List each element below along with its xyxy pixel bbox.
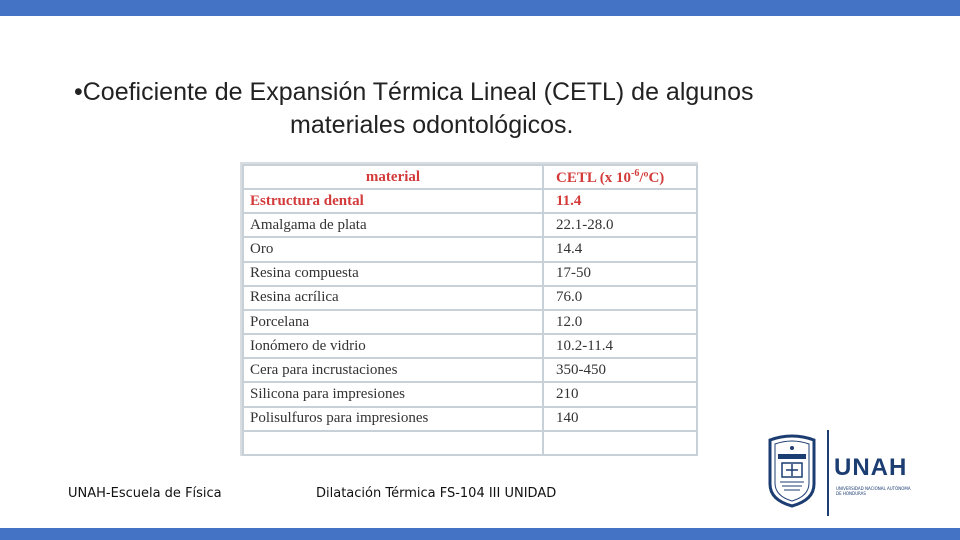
unah-seal-icon: [766, 434, 818, 508]
header-cetl: [543, 165, 697, 189]
cetl-cell: 17-50: [543, 262, 697, 286]
unah-logo: [766, 430, 916, 518]
cetl-cell: 350-450: [543, 358, 697, 382]
header-cetl-exponent: -6: [631, 167, 640, 179]
logo-subtitle: UNIVERSIDAD NACIONAL AUTÓNOMA DE HONDURAS: [836, 486, 911, 496]
material-cell: Resina acrílica: [243, 286, 543, 310]
table-row: [243, 358, 697, 382]
cetl-cell: 22.1-28.0: [543, 213, 697, 237]
title-line-2: materiales odontológicos.: [290, 111, 574, 139]
table-row: [243, 431, 697, 455]
cetl-cell: 10.2-11.4: [543, 334, 697, 358]
header-cetl-prefix: CETL (x 10: [556, 169, 632, 186]
material-cell: Estructura dental: [243, 189, 543, 213]
cetl-cell: 11.4: [543, 189, 697, 213]
table-row: [243, 262, 697, 286]
material-cell: Ionómero de vidrio: [243, 334, 543, 358]
material-cell: Resina compuesta: [243, 262, 543, 286]
table-row: [243, 407, 697, 431]
cetl-cell: 12.0: [543, 310, 697, 334]
material-cell: Amalgama de plata: [243, 213, 543, 237]
header-material: material: [243, 165, 543, 189]
table-row: [243, 310, 697, 334]
bottom-accent-bar: [0, 528, 960, 540]
cetl-cell: 76.0: [543, 286, 697, 310]
slide-title: [60, 76, 850, 142]
cetl-cell: 210: [543, 382, 697, 406]
material-cell: Porcelana: [243, 310, 543, 334]
cetl-table-frame: [240, 162, 698, 456]
material-cell: Cera para incrustaciones: [243, 358, 543, 382]
footer-course: Dilatación Térmica FS-104 III UNIDAD: [316, 486, 557, 501]
cetl-table: [242, 164, 698, 456]
top-accent-bar: [0, 0, 960, 16]
cetl-cell: 14.4: [543, 237, 697, 261]
table-row: [243, 382, 697, 406]
material-cell: Oro: [243, 237, 543, 261]
table-row: [243, 237, 697, 261]
material-cell: Silicona para impresiones: [243, 382, 543, 406]
table-row: [243, 213, 697, 237]
material-cell: [243, 431, 543, 455]
cetl-cell: 140: [543, 407, 697, 431]
logo-divider: [827, 430, 829, 516]
table-row: [243, 286, 697, 310]
footer-school: UNAH-Escuela de Física: [68, 486, 222, 501]
material-cell: Polisulfuros para impresiones: [243, 407, 543, 431]
logo-wordmark: UNAH: [834, 454, 908, 481]
table-row: [243, 334, 697, 358]
table-header-row: [243, 165, 697, 189]
header-cetl-suffix: /ºC): [639, 169, 665, 186]
title-line-1: •Coeficiente de Expansión Térmica Lineal (CETL) de algunos: [74, 78, 754, 106]
table-row: [243, 189, 697, 213]
cetl-cell: [543, 431, 697, 455]
